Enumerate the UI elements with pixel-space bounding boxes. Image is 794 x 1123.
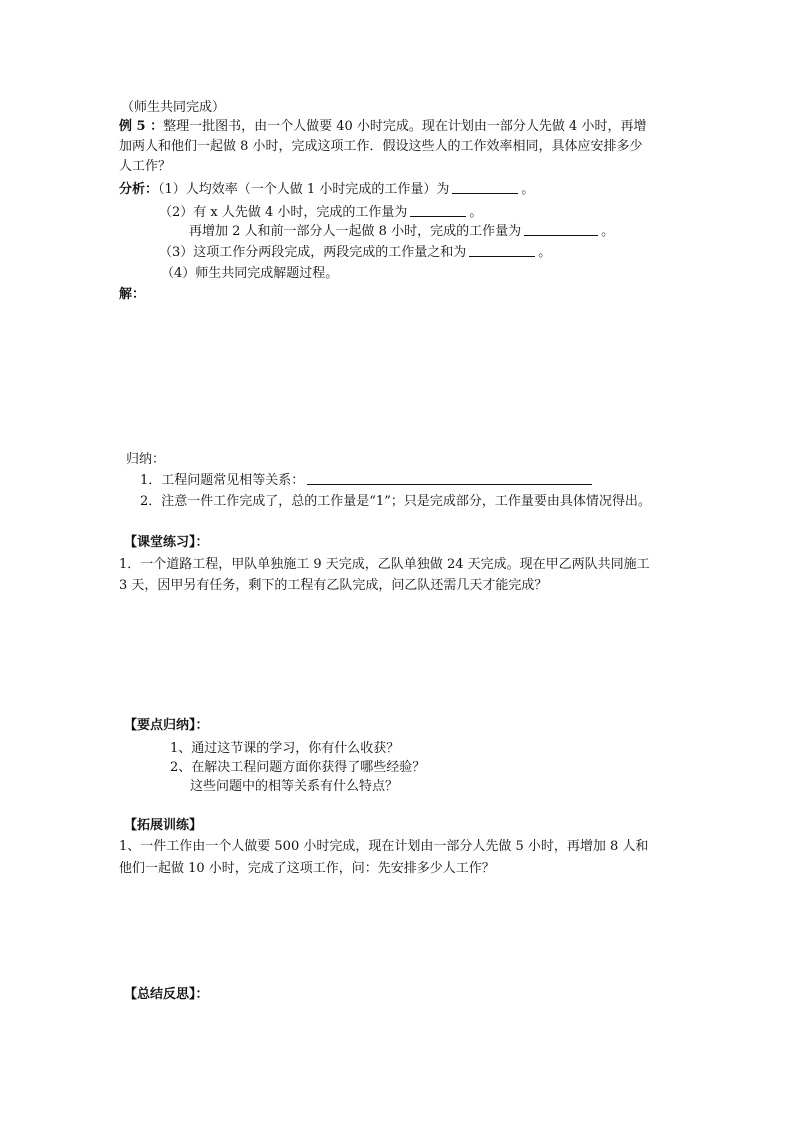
example5-text-1: 整理一批图书，由一个人做要 40 小时完成。现在计划由一部分人先做 4 小时，再增 [163,119,647,134]
example5-label: 例 5 ： [119,119,164,134]
analysis-item-2b: 再增加 2 人和前一部分人一起做 8 小时，完成的工作量为 。 [189,224,615,239]
extension-title: 【拓展训练】 [124,818,203,833]
example5-line-2: 加两人和他们一起做 8 小时，完成这项工作．假设这些人的工作效率相同，具体应安排多少 [119,139,643,154]
analysis-item-1: 分析：（1）人均效率（一个人做 1 小时完成的工作量）为 。 [119,182,535,197]
practice-title: 【课堂练习】： [124,535,209,550]
summary-item-2: 2．注意一件工作完成了，总的工作量是“1”；只是完成部分，工作量要由具体情况得出。 [140,494,651,509]
reflection-title: 【总结反思】： [124,987,209,1002]
practice-line-1: 1．一个道路工程，甲队单独施工 9 天完成，乙队单独做 24 天完成。现在甲乙两队共同施工 [119,557,650,572]
key-points-line-1: 1、通过这节课的学习，你有什么收获？ [170,741,400,756]
analysis-item-3: （3）这项工作分两段完成，两段完成的工作量之和为 。 [159,245,552,260]
key-points-title: 【要点归纳】： [124,718,209,733]
summary-item-1: 1．工程问题常见相等关系： [140,472,595,489]
key-points-line-3: 这些问题中的相等关系有什么特点？ [190,779,399,794]
key-points-line-2: 2、在解决工程问题方面你获得了哪些经验？ [170,760,426,775]
solution-label: 解： [119,287,146,302]
answer-blank [410,204,466,217]
summary-title: 归纳： [126,452,166,467]
extension-line-2: 他们一起做 10 小时，完成了这项工作，问：先安排多少人工作？ [119,861,495,876]
analysis-item-2: （2）有 x 人先做 4 小时，完成的工作量为 。 [159,205,483,220]
practice-line-2: 3 天，因甲另有任务，剩下的工程有乙队完成，问乙队还需几天才能完成？ [119,578,548,593]
answer-blank [469,244,535,257]
example5-line-1 [119,119,646,135]
extension-line-1: 1、一件工作由一个人做要 500 小时完成，现在计划由一部分人先做 5 小时，再增加 8 人和 [119,839,649,854]
example5-line-3: 人工作？ [119,159,172,174]
analysis-label: 分析： [119,182,159,197]
answer-blank [307,472,592,485]
answer-blank [452,181,518,194]
intro-note: （师生共同完成） [121,100,226,115]
analysis-item-4: （4）师生共同完成解题过程。 [161,266,339,281]
answer-blank [524,223,598,236]
